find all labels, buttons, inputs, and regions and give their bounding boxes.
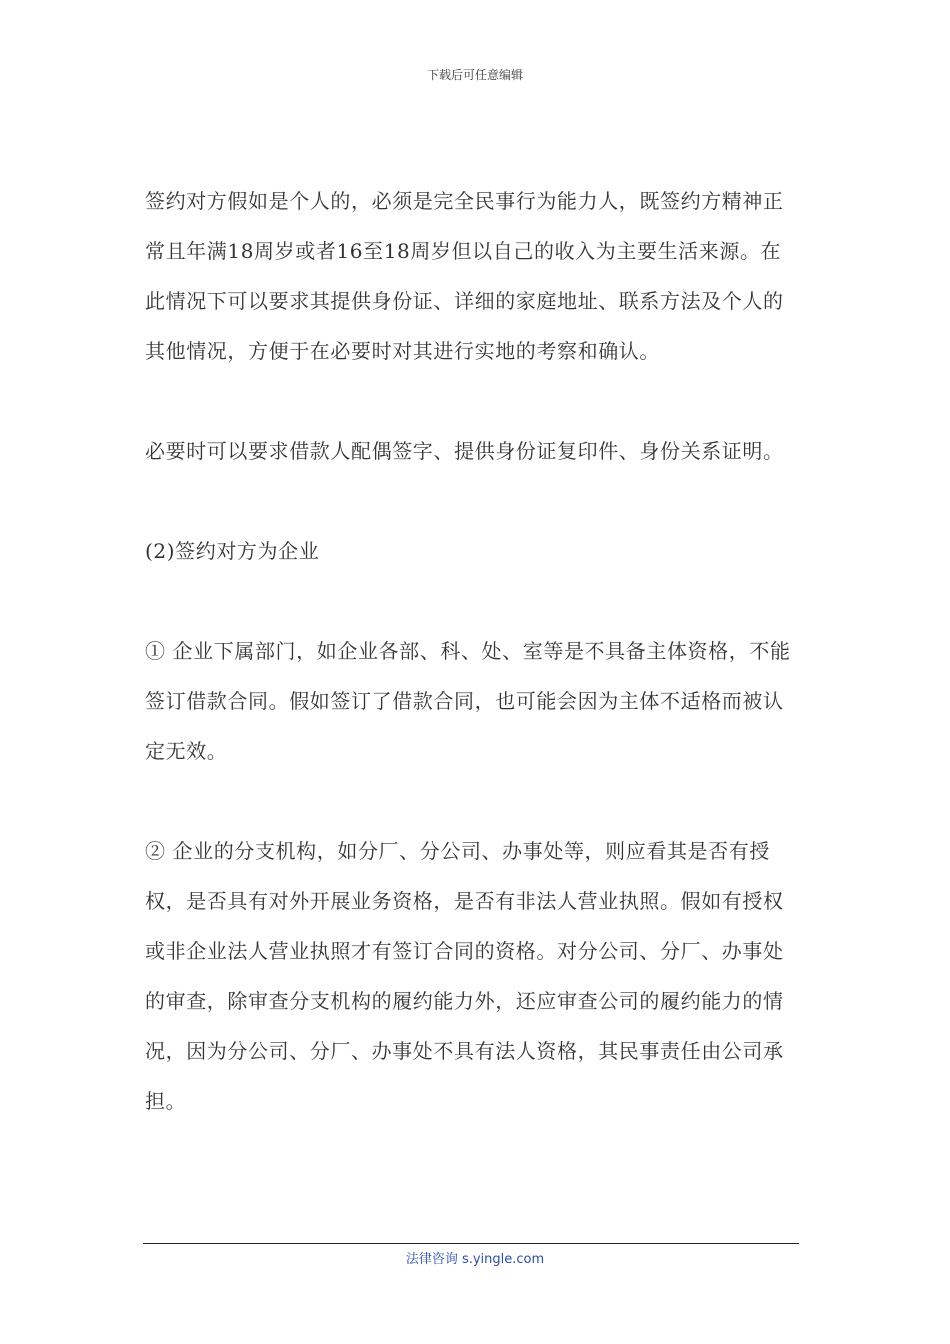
paragraph-enterprise-heading: (2)签约对方为企业	[145, 539, 320, 563]
paragraph-branch-institutions: ② 企业的分支机构，如分厂、分公司、办事处等，则应看其是否有授权，是否具有对外开展业务资格，是否有非法人营业执照。假如有授权或非企业法人营业执照才有签订合同的资格。对分公司、分厂、办事处的审查，除审查分支机构的履约能力外，还应审查公司的履约能力的情况，因为分公司、分厂、办事处不具有法人资格，其民事责任由公司承担。	[145, 839, 784, 1113]
footer-divider	[143, 1243, 799, 1244]
paragraph-spouse-signature: 必要时可以要求借款人配偶签字、提供身份证复印件、身份关系证明。	[145, 439, 784, 463]
footer-link[interactable]: 法律咨询 s.yingle.com	[405, 1252, 545, 1267]
page-header: 下载后可任意编辑	[426, 68, 523, 82]
paragraph-subordinate-departments: ① 企业下属部门，如企业各部、科、处、室等是不具备主体资格，不能签订借款合同。假如签订了借款合同，也可能会因为主体不适格而被认定无效。	[145, 639, 791, 763]
document-body	[145, 176, 799, 1176]
paragraph-individual-signatory: 签约对方假如是个人的，必须是完全民事行为能力人，既签约方精神正常且年满18周岁或者16至18周岁但以自己的收入为主要生活来源。在此情况下可以要求其提供身份证、详细的家庭地址、联系方法及个人的其他情况，方便于在必要时对其进行实地的考察和确认。	[145, 189, 784, 363]
